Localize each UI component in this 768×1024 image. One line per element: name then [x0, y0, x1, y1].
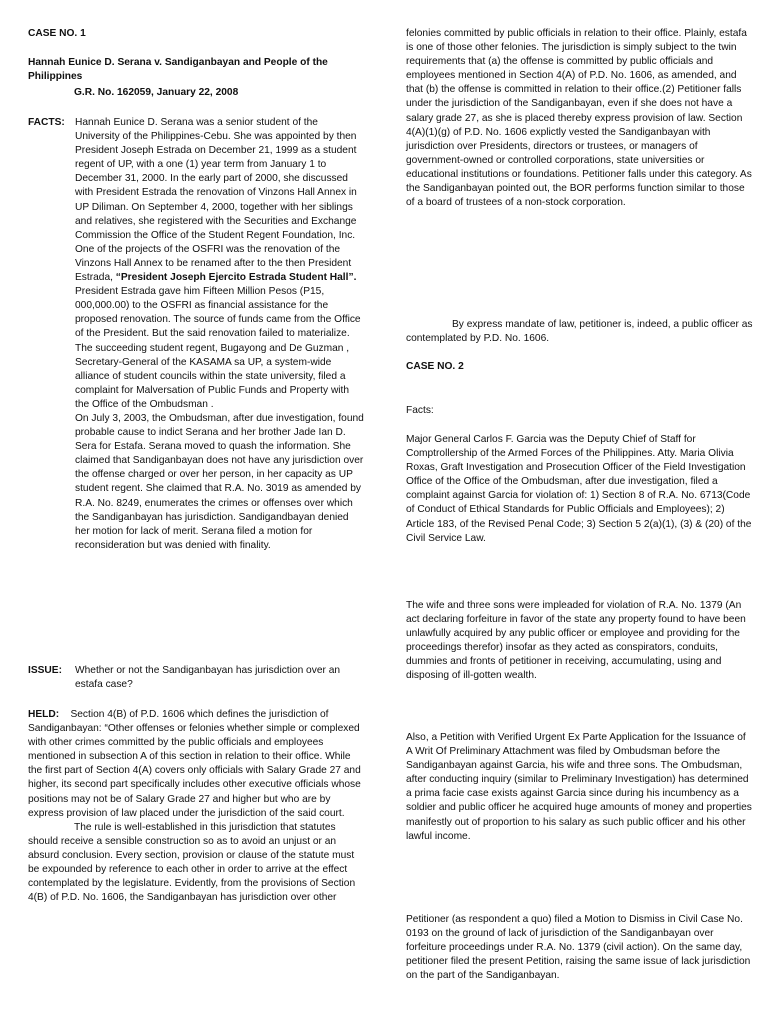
held-paragraph-2: The rule is well-established in this jurisdiction that statutes should receive a sensible construction so as to avoid an unjust or an absurd conclusion. Every section, provision or clause of the statute must be expounded by reference to each other in order to arrive at the effect contemplated by the legislature. Evidently, from the provisions of Section 4(B) of P.D. No. 1606, the Sandiganbayan has jurisdiction over other: [28, 821, 356, 904]
case1-gr-number: G.R. No. 162059, January 22, 2008: [74, 87, 239, 98]
issue-label: ISSUE:: [28, 665, 62, 676]
case2-paragraph-1: Major General Carlos F. Garcia was the Deputy Chief of Staff for Comptrollership of the Armed Forces of the Philippines. Atty. Maria Olivia Roxas, Graft Investigation and Prosecution Officer of the Field Investigation Office of the Office of the Ombudsman, after due investigation, filed a complaint against Garcia for violation of: 1) Section 8 of R.A. No. 6713(Code of Conduct of Ethical Standards for Public Officials and Employees); 2) Article 183, of the Revised Penal Code; 3) Section 5 2(a)(1), (3) & (20) of the Civil Service Law.: [406, 434, 752, 544]
facts-body: [75, 116, 364, 553]
facts-text-a: Hannah Eunice D. Serana was a senior student of the University of the Philippines-Cebu. She was appointed by then President Joseph Estrada on December 21, 1999 as a student regent of UP, with a one (1) year term from January 1 to December 31, 2000. In the early part of 2000, she discussed with President Estrada the renovation of Vinzons Hall Annex in UP Diliman. On September 4, 2000, together with her siblings and relatives, she registered with the Securities and Exchange Commission the Office of the Student Regent Foundation, Inc. One of the projects of the OSFRI was the renovation of the Vinzons Hall Annex to be renamed after to the then President Estrada,: [75, 117, 357, 284]
facts-label: FACTS:: [28, 117, 65, 128]
case1-facts: [28, 116, 364, 553]
case2-paragraph-2: The wife and three sons were impleaded for violation of R.A. No. 1379 (An act declaring forfeiture in favor of the state any property found to have been unlawfully acquired by any public officer or employee and providing for the proceedings therefor) insofar as they acted as conspirators, conduits, dummies and fronts of petitioner in receiving, accumulating, using and disposing of ill-gotten wealth.: [406, 600, 746, 682]
held-paragraph-1: [28, 708, 364, 821]
held-text-1: Section 4(B) of P.D. 1606 which defines the jurisdiction of Sandiganbayan: “Other offenses or felonies whether simple or complexed with other crimes committed by the public officials and employees mentioned in subsection A of this section in relation to their office. While the first part of Section 4(A) covers only officials with Salary Grade 27 and higher, its second part specifically includes other executive officials whose positions may not be of Salary Grade 27 and higher but who are by express provision of law placed under the jurisdiction of the said court.: [28, 709, 361, 819]
held-paragraph-3: By express mandate of law, petitioner is, indeed, a public officer as contemplated by P.D. No. 1606.: [406, 319, 753, 345]
case2-paragraph-3: Also, a Petition with Verified Urgent Ex Parte Application for the Issuance of A Writ Of Preliminary Attachment was filed by Ombudsman before the Sandiganbayan against Garcia, his wife and three sons. The Ombudsman, after conducting inquiry (similar to Preliminary Investigation) has determined a prima facie case exists against Garcia since during his incumbency as a soldier and public officer he acquired huge amounts of money and properties manifestly out of proportion to his salary as such public officer and his other lawful income.: [406, 732, 752, 842]
case1-issue: [28, 664, 364, 692]
case1-heading: CASE NO. 1: [28, 28, 86, 39]
held-label: HELD:: [28, 709, 60, 720]
facts-paragraph-2: On July 3, 2003, the Ombudsman, after due investigation, found probable cause to indict Serana and her brother Jade Ian D. Sera for Estafa. Serana moved to quash the information. She claimed that Sandiganbayan does not have any jurisdiction over the offense charged or over her person, in her capacity as UP student regent. She claimed that R.A. No. 3019 as amended by R.A. No. 8249, enumerates the crimes or offenses over which the Sandiganbayan has jurisdiction. Sandigandbayan denied her motion for lack of merit. Serana filed a motion for reconsideration but was denied with finality.: [75, 412, 364, 551]
case1-held: [28, 708, 364, 905]
case1-title: Hannah Eunice D. Serana v. Sandiganbayan and People of the Philippines: [28, 57, 328, 83]
facts-text-b: President Estrada gave him Fifteen Million Pesos (P15, 000,000.00) to the OSFRI as financial assistance for the proposed renovation. The source of funds came from the Office of the President. But the said renovation failed to materialize. The succeeding student regent, Bugayong and De Guzman , Secretary-General of the KASAMA sa UP, a system-wide alliance of student councils within the state university, filed a complaint for Malversation of Public Funds and Property with the Office of the Ombudsman .: [75, 286, 361, 410]
facts-hall-name: “President Joseph Ejercito Estrada Student Hall”.: [115, 272, 357, 284]
held-paragraph-2-continued: felonies committed by public officials in relation to their office. Plainly, estafa is one of those other felonies. The jurisdiction is simply subject to the twin requirements that (a) the offense is committed by public officials and employees mentioned in Section 4(A) of P.D. No. 1606, as amended, and that (b) the offense is committed in relation to their office.(2) Petitioner falls under the jurisdiction of the Sandiganbayan, even if she does not have a salary grade 27, as she is placed thereby express provision of law. Section 4(A)(1)(g) of P.D. No. 1606 explictly vested the Sandiganbayan with jurisdiction over Presidents, directors or trustees, or managers of government-owned or controlled corporations, state universities or educational institutions or foundations. Petitioner falls under this category. As the Sandiganbayan pointed out, the BOR performs function similar to those of a board of trustees of a non-stock corporation.: [406, 28, 752, 209]
case2-heading: CASE NO. 2: [406, 361, 464, 372]
issue-text: Whether or not the Sandiganbayan has jurisdiction over an estafa case?: [75, 665, 341, 691]
case2-paragraph-4: Petitioner (as respondent a quo) filed a Motion to Dismiss in Civil Case No. 0193 on the ground of lack of jurisdiction of the Sandiganbayan over forfeiture proceedings under R.A. No. 1379 (civil action). On the same day, petitioner filed the present Petition, raising the same issue of lack jurisdiction on the part of the Sandiganbayan.: [406, 914, 751, 982]
facts-paragraph: [75, 116, 364, 412]
case2-facts-label: Facts:: [406, 405, 434, 416]
